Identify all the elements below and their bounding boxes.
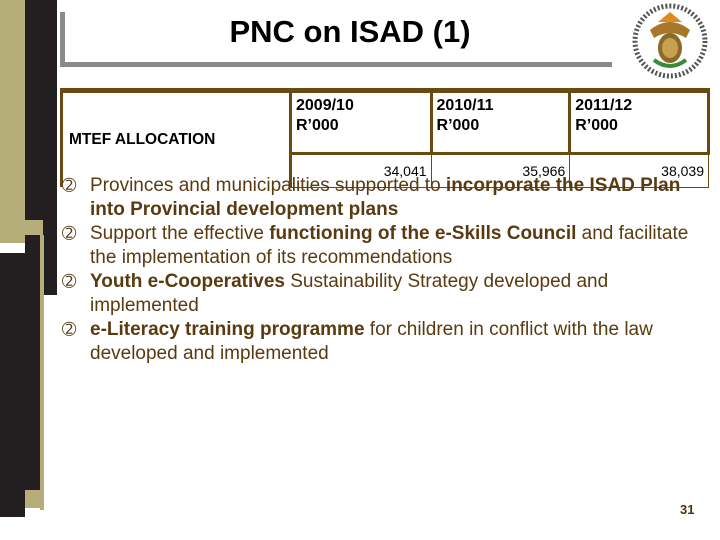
value-2011: 38,039 xyxy=(570,153,709,187)
bullet-list xyxy=(62,174,712,366)
bullet-item: ➁ Youth e-Cooperatives Sustainability Strategy developed and implemented xyxy=(62,271,609,316)
mtef-table xyxy=(60,90,710,188)
bullet-item: ➁ e-Literacy training programme for children in conflict with the law developed and implemented xyxy=(62,319,653,364)
value-2009: 34,041 xyxy=(291,153,432,187)
page-number: 31 xyxy=(680,502,695,517)
coat-of-arms-icon xyxy=(628,2,712,80)
bullet-icon: ➁ xyxy=(62,272,77,291)
bullet-item: ➁ Support the effective functioning of the e-Skills Council and facilitate the implementation of its recommendations xyxy=(62,223,689,268)
bullet-icon: ➁ xyxy=(62,320,77,339)
row-label: MTEF ALLOCATION xyxy=(62,92,291,188)
title-frame-bottom xyxy=(60,62,612,67)
col-header-2009: 2009/10 R’000 xyxy=(291,92,432,154)
slide-title: PNC on ISAD (1) xyxy=(229,14,471,49)
bullet-icon: ➁ xyxy=(62,176,77,195)
col-header-2011: 2011/12 R’000 xyxy=(570,92,709,154)
col-header-2010: 2010/11 R’000 xyxy=(431,92,570,154)
bullet-item: ➁ Provinces and municipalities supported to incorporate the ISAD Plan into Provincial development plans xyxy=(62,175,681,220)
bullet-icon: ➁ xyxy=(62,224,77,243)
value-2010: 35,966 xyxy=(431,153,570,187)
